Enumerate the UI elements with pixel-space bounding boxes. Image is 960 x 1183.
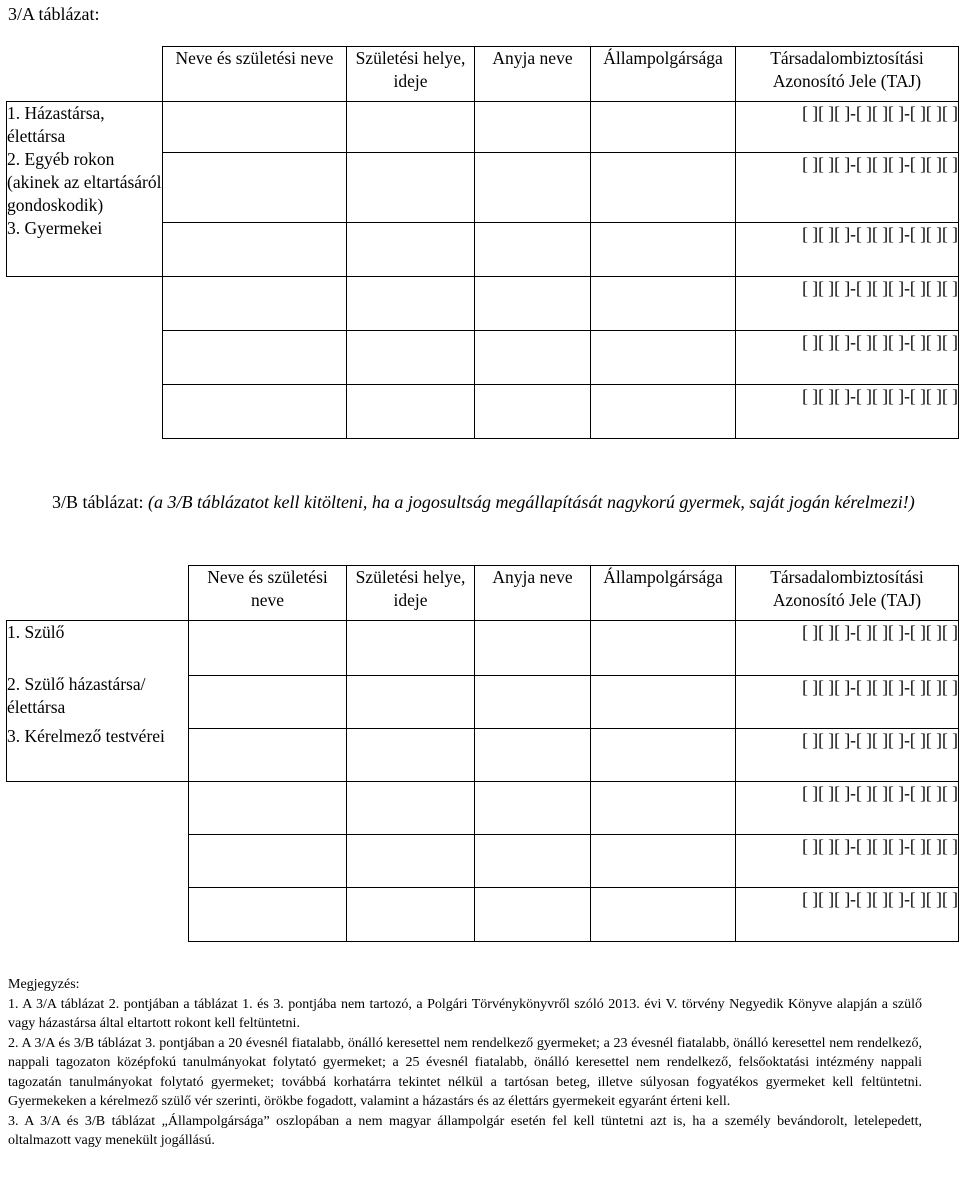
header-mother: Anyja neve xyxy=(475,47,591,102)
mother-field[interactable] xyxy=(475,102,591,153)
name-field[interactable] xyxy=(189,729,347,782)
name-field[interactable] xyxy=(163,102,347,153)
birth-field[interactable] xyxy=(347,782,475,835)
mother-field[interactable] xyxy=(475,385,591,439)
citizenship-field[interactable] xyxy=(591,782,736,835)
taj-field[interactable]: [ ][ ][ ]-[ ][ ][ ]-[ ][ ][ ] xyxy=(736,223,959,277)
mother-field[interactable] xyxy=(475,835,591,888)
citizenship-field[interactable] xyxy=(591,676,736,729)
header-citizenship: Állampolgársága xyxy=(591,566,736,621)
name-field[interactable] xyxy=(163,385,347,439)
birth-field[interactable] xyxy=(347,385,475,439)
citizenship-field[interactable] xyxy=(591,102,736,153)
table-b-instruction: (a 3/B táblázatot kell kitölteni, ha a jogosultság megállapítását nagykorú gyermek, saját jogán kérelmezi!) xyxy=(147,492,915,512)
birth-field[interactable] xyxy=(347,888,475,942)
mother-field[interactable] xyxy=(475,888,591,942)
citizenship-field[interactable] xyxy=(591,277,736,331)
table-a-corner xyxy=(7,47,163,102)
table-b-caption xyxy=(52,491,952,514)
table-a xyxy=(6,46,959,439)
taj-field[interactable]: [ ][ ][ ]-[ ][ ][ ]-[ ][ ][ ] xyxy=(736,153,959,223)
birth-field[interactable] xyxy=(347,331,475,385)
empty-label-cell xyxy=(7,385,163,439)
row-label-siblings: 3. Kérelmező testvérei xyxy=(7,726,165,746)
name-field[interactable] xyxy=(163,277,347,331)
row-label-other-relative: 2. Egyéb rokon (akinek az eltartásáról gondoskodik) xyxy=(7,149,162,215)
citizenship-field[interactable] xyxy=(591,729,736,782)
note-item-2: 2. A 3/A és 3/B táblázat 3. pontjában a 20 évesnél fiatalabb, önálló keresettel nem rendelkező gyermeket; a 23 évesnél fiatalabb, önálló keresettel nem rendelkező, nappali tagozaton középfokú tanulmányokat folytató gyermeket; a 25 évesnél fiatalabb, önálló keresettel nem rendelkező, felsőoktatási intézmény nappali tagozatán tanulmányokat folytató gyermeket; továbbá korhatárra tekintet nélkül a tartósan beteg, illetve súlyosan fogyatékos gyermeket kell feltüntetni. Gyermekeken a kérelmező szülő vér szerinti, örökbe fogadott, valamint a házastárs és az élettárs gyermekeit egyaránt érteni kell. xyxy=(8,1035,922,1109)
taj-field[interactable]: [ ][ ][ ]-[ ][ ][ ]-[ ][ ][ ] xyxy=(736,621,959,676)
mother-field[interactable] xyxy=(475,223,591,277)
citizenship-field[interactable] xyxy=(591,835,736,888)
notes-section xyxy=(8,975,922,1151)
header-birth: Születési helye, ideje xyxy=(347,566,475,621)
citizenship-field[interactable] xyxy=(591,331,736,385)
name-field[interactable] xyxy=(189,888,347,942)
mother-field[interactable] xyxy=(475,331,591,385)
mother-field[interactable] xyxy=(475,153,591,223)
birth-field[interactable] xyxy=(347,223,475,277)
header-citizenship: Állampolgársága xyxy=(591,47,736,102)
header-name: Neve és születési neve xyxy=(189,566,347,621)
birth-field[interactable] xyxy=(347,277,475,331)
citizenship-field[interactable] xyxy=(591,223,736,277)
row-label-spouse: 1. Házastársa, élettársa xyxy=(7,103,105,146)
taj-field[interactable]: [ ][ ][ ]-[ ][ ][ ]-[ ][ ][ ] xyxy=(736,888,959,942)
taj-field[interactable]: [ ][ ][ ]-[ ][ ][ ]-[ ][ ][ ] xyxy=(736,729,959,782)
header-name: Neve és születési neve xyxy=(163,47,347,102)
taj-field[interactable]: [ ][ ][ ]-[ ][ ][ ]-[ ][ ][ ] xyxy=(736,277,959,331)
birth-field[interactable] xyxy=(347,102,475,153)
notes-title: Megjegyzés: xyxy=(8,977,80,992)
row-label-parent: 1. Szülő xyxy=(7,622,65,642)
row-label-children: 3. Gyermekei xyxy=(7,218,103,238)
mother-field[interactable] xyxy=(475,729,591,782)
table-a-title: 3/A táblázat: xyxy=(8,4,100,24)
name-field[interactable] xyxy=(189,782,347,835)
name-field[interactable] xyxy=(189,621,347,676)
taj-field[interactable]: [ ][ ][ ]-[ ][ ][ ]-[ ][ ][ ] xyxy=(736,102,959,153)
citizenship-field[interactable] xyxy=(591,621,736,676)
citizenship-field[interactable] xyxy=(591,153,736,223)
table-a-row-labels xyxy=(7,102,163,277)
note-item-3: 3. A 3/A és 3/B táblázat „Állampolgársága” oszlopában a nem magyar állampolgár esetén fel kell tüntetni azt is, ha a személy bevándorolt, letelepedett, oltalmazott vagy menekült jogállású. xyxy=(8,1113,922,1148)
row-label-parent-spouse: 2. Szülő házastársa/élettársa xyxy=(7,674,146,717)
table-b-corner xyxy=(7,566,189,621)
citizenship-field[interactable] xyxy=(591,385,736,439)
taj-field[interactable]: [ ][ ][ ]-[ ][ ][ ]-[ ][ ][ ] xyxy=(736,835,959,888)
citizenship-field[interactable] xyxy=(591,888,736,942)
header-taj: Társadalombiztosítási Azonosító Jele (TAJ) xyxy=(736,566,959,621)
taj-field[interactable]: [ ][ ][ ]-[ ][ ][ ]-[ ][ ][ ] xyxy=(736,676,959,729)
birth-field[interactable] xyxy=(347,676,475,729)
birth-field[interactable] xyxy=(347,153,475,223)
taj-field[interactable]: [ ][ ][ ]-[ ][ ][ ]-[ ][ ][ ] xyxy=(736,385,959,439)
table-b-title: 3/B táblázat: xyxy=(52,492,148,512)
taj-field[interactable]: [ ][ ][ ]-[ ][ ][ ]-[ ][ ][ ] xyxy=(736,331,959,385)
mother-field[interactable] xyxy=(475,782,591,835)
note-item-1: 1. A 3/A táblázat 2. pontjában a táblázat 1. és 3. pontjába nem tartozó, a Polgári Törvénykönyvről szóló 2013. évi V. törvény Negyedik Könyve alapján a szülő vagy házastársa által eltartott rokont kell feltüntetni. xyxy=(8,996,922,1031)
empty-label-cell xyxy=(7,782,189,835)
name-field[interactable] xyxy=(163,223,347,277)
name-field[interactable] xyxy=(189,835,347,888)
mother-field[interactable] xyxy=(475,277,591,331)
empty-label-cell xyxy=(7,888,189,942)
table-b xyxy=(6,565,959,942)
empty-label-cell xyxy=(7,331,163,385)
birth-field[interactable] xyxy=(347,621,475,676)
header-taj: Társadalombiztosítási Azonosító Jele (TAJ) xyxy=(736,47,959,102)
header-birth: Születési helye, ideje xyxy=(347,47,475,102)
name-field[interactable] xyxy=(163,331,347,385)
empty-label-cell xyxy=(7,277,163,331)
birth-field[interactable] xyxy=(347,835,475,888)
mother-field[interactable] xyxy=(475,621,591,676)
name-field[interactable] xyxy=(163,153,347,223)
taj-field[interactable]: [ ][ ][ ]-[ ][ ][ ]-[ ][ ][ ] xyxy=(736,782,959,835)
empty-label-cell xyxy=(7,835,189,888)
header-mother: Anyja neve xyxy=(475,566,591,621)
mother-field[interactable] xyxy=(475,676,591,729)
birth-field[interactable] xyxy=(347,729,475,782)
name-field[interactable] xyxy=(189,676,347,729)
table-b-row-labels xyxy=(7,621,189,782)
